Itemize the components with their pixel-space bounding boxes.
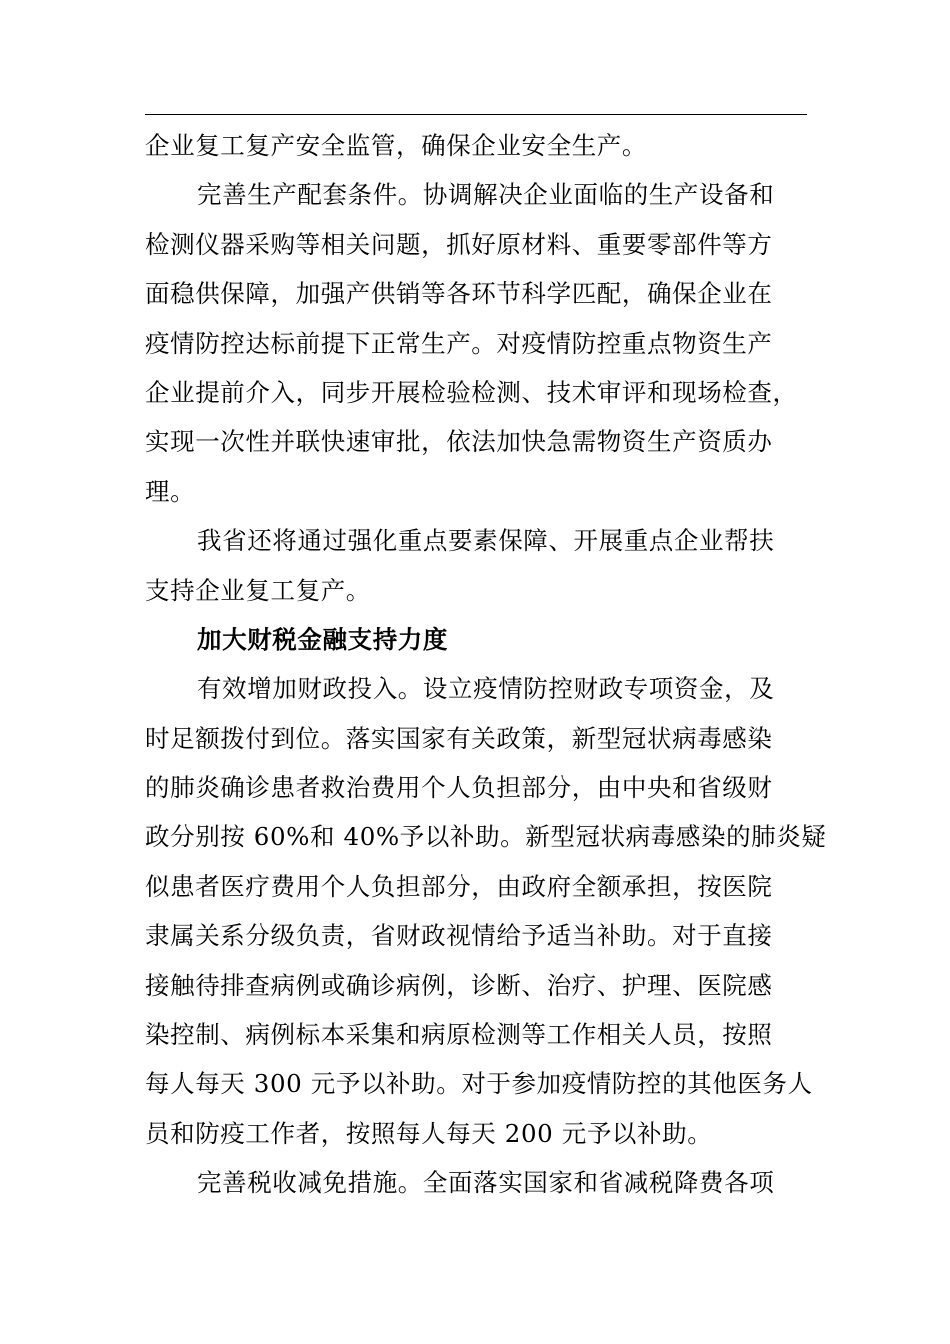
header-rule (145, 114, 807, 115)
text-line: 支持企业复工复产。 (145, 575, 371, 605)
paragraph-start-line: 完善税收减免措施。全面落实国家和省减税降费各项 (197, 1168, 775, 1198)
text-line: 染控制、病例标本采集和病原检测等工作相关人员，按照 (145, 1020, 773, 1050)
document-body (145, 121, 827, 1208)
text-line: 企业复工复产安全监管，确保企业安全生产。 (145, 131, 647, 160)
text-line: 每人每天 300 元予以补助。对于参加疫情防控的其他医务人 (145, 1069, 813, 1099)
text-line: 企业提前介入，同步开展检验检测、技术审评和现场检查， (145, 377, 798, 407)
text-line: 隶属关系分级负责，省财政视情给予适当补助。对于直接 (145, 921, 773, 951)
text-line: 员和防疫工作者，按照每人每天 200 元予以补助。 (145, 1118, 713, 1148)
text-line: 政分别按 60%和 40%予以补助。新型冠状病毒感染的肺炎疑 (145, 822, 827, 852)
text-line: 实现一次性并联快速审批，依法加快急需物资生产资质办 (145, 427, 773, 457)
text-line: 面稳供保障，加强产供销等各环节科学匹配，确保企业在 (145, 279, 773, 309)
text-line: 的肺炎确诊患者救治费用个人负担部分，由中央和省级财 (145, 773, 773, 803)
text-line: 理。 (145, 476, 196, 506)
text-line: 疫情防控达标前提下正常生产。对疫情防控重点物资生产 (145, 328, 773, 358)
text-line: 检测仪器采购等相关问题，抓好原材料、重要零部件等方 (145, 229, 773, 259)
paragraph-start-line: 有效增加财政投入。设立疫情防控财政专项资金，及 (197, 674, 775, 704)
text-line: 似患者医疗费用个人负担部分，由政府全额承担，按医院 (145, 871, 773, 901)
paragraph-start-line: 我省还将通过强化重点要素保障、开展重点企业帮扶 (197, 526, 775, 556)
paragraph-start-line: 完善生产配套条件。协调解决企业面临的生产设备和 (197, 180, 775, 210)
text-line: 接触待排查病例或确诊病例，诊断、治疗、护理、医院感 (145, 970, 773, 1000)
section-heading: 加大财税金融支持力度 (197, 624, 448, 654)
text-line: 时足额拨付到位。落实国家有关政策，新型冠状病毒感染 (145, 723, 773, 753)
